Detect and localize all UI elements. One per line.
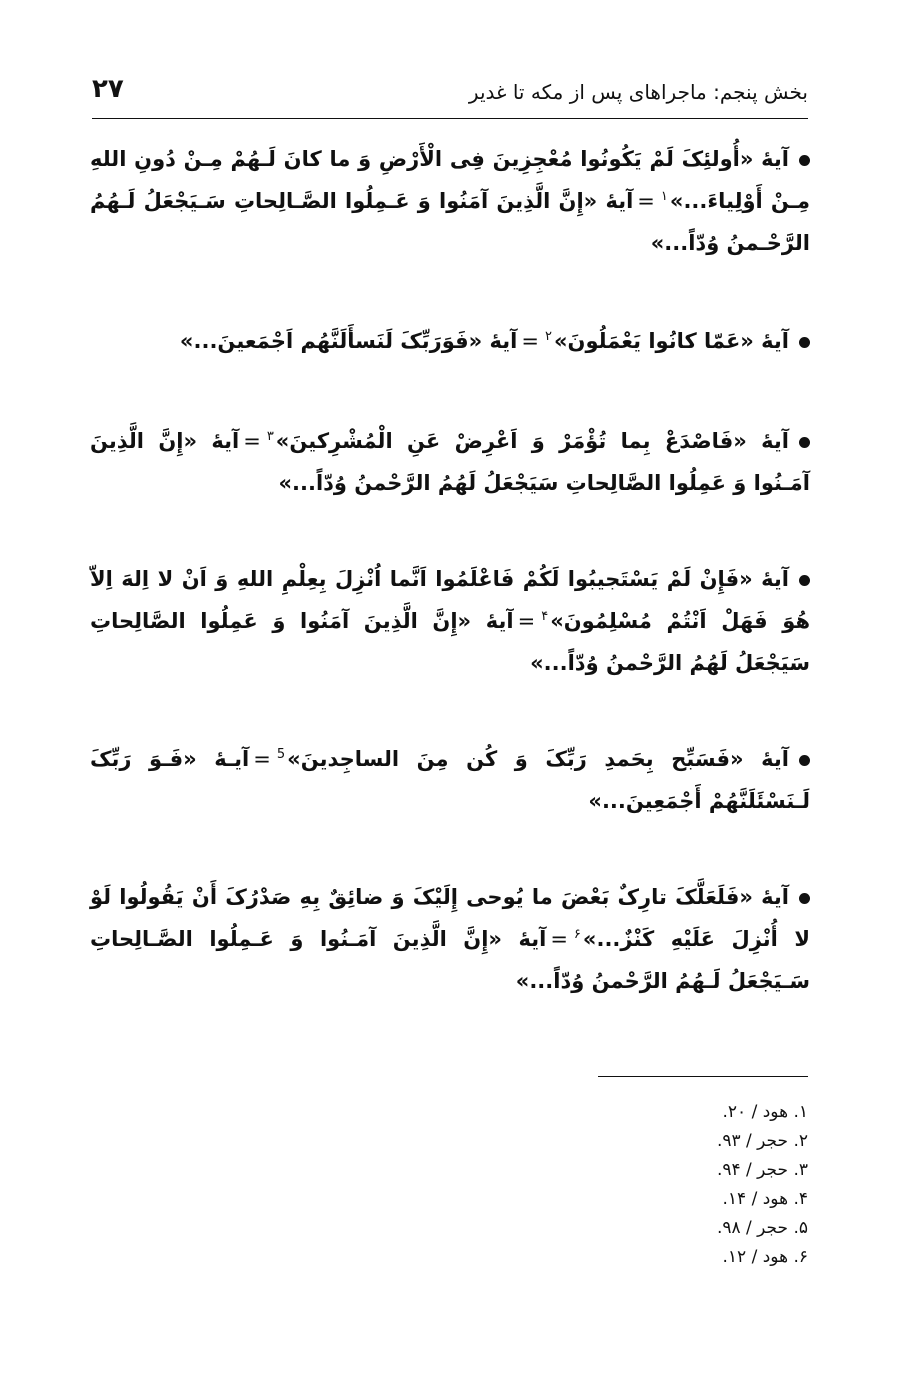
verse-list (90, 138, 810, 1002)
bullet-icon (799, 337, 810, 348)
equals-sign: = (521, 329, 539, 353)
running-head: بخش پنجم: ماجراهای پس از مکه تا غدیر (468, 80, 808, 104)
footnote-ref: ۲ (544, 329, 552, 344)
bullet-icon (799, 155, 810, 166)
verse-text: آیهٔ «فَلَعَلَّکَ تارِکٌ بَعْضَ ما یُوحی إِلَیْکَ وَ ضائِقٌ بِهِ صَدْرُکَ أَنْ یَقُولُوا لَوْ لا أُنْزِلَ عَلَیْهِ کَنْزٌ...» (90, 885, 811, 951)
verse-item (90, 420, 810, 504)
verse-text: آیهٔ «إِنَّ الَّذِینَ آمَنُوا وَ عَمِلُوا الصَّالِحاتِ سَیَجْعَلُ لَهُمُ الرَّحْمنُ وُدّاً...» (90, 609, 810, 675)
footnote-list (508, 1098, 808, 1272)
equals-sign: = (243, 429, 261, 453)
verse-item (90, 138, 810, 264)
verse-text: آیهٔ «فَاصْدَعْ بِما تُؤْمَرْ وَ اَعْرِضْ عَنِ الْمُشْرِکینَ» (275, 429, 789, 453)
verse-text: آیهٔ «إِنَّ الَّذِینَ آمَنُوا وَ عَـمِلُوا الصَّـالِحاتِ سَـیَجْعَلُ لَـهُمُ الرَّحْـمنُ وُدّاً...» (90, 189, 810, 255)
bullet-icon (799, 755, 810, 766)
page-header (92, 70, 808, 119)
footnote-separator (598, 1076, 808, 1077)
equals-sign: = (550, 927, 568, 951)
footnote: ۶. هود / ۱۲. (722, 1247, 808, 1267)
verse-item (90, 876, 810, 1002)
bullet-icon (799, 575, 810, 586)
bullet-icon (799, 893, 810, 904)
footnote-ref: ۱ (660, 189, 668, 204)
verse-text: آیهٔ «إِنَّ الَّذِینَ آمَـنُوا وَ عَـمِلُوا الصَّـالِحاتِ سَـیَجْعَلُ لَـهُمُ الرَّحْمنُ وُدّاً...» (90, 927, 810, 993)
footnote: ۵. حجر / ۹۸. (716, 1218, 808, 1238)
footnote-ref: ۶ (573, 927, 581, 942)
verse-text: آیهٔ «فَوَرَبِّکَ لَنَسأَلَنَّهُم اَجْمَعینَ...» (179, 329, 518, 353)
footnote: ۱. هود / ۲۰. (722, 1102, 808, 1122)
footnote: ۴. هود / ۱۴. (722, 1189, 808, 1209)
verse-item (90, 738, 810, 822)
verse-text: آیهٔ «إِنَّ الَّذِینَ آمَـنُوا وَ عَمِلُوا الصَّالِحاتِ سَیَجْعَلُ لَهُمُ الرَّحْمنُ وُدّاً...» (90, 429, 810, 495)
footnote-ref: ۳ (266, 429, 274, 444)
equals-sign: = (517, 609, 536, 633)
verse-text: آیهٔ «عَمّا کانُوا یَعْمَلُونَ» (553, 329, 789, 353)
equals-sign: = (637, 189, 655, 213)
verse-item (90, 558, 810, 684)
verse-item (90, 320, 810, 362)
verse-text: آیهٔ «أُولئِکَ لَمْ یَکُونُوا مُعْجِزِینَ فِی الْأَرْضِ وَ ما کانَ لَـهُمْ مِـنْ دُونِ اللهِ مِـنْ أَوْلِیاءَ...» (90, 147, 810, 213)
verse-text: آیهٔ «فَإِنْ لَمْ یَسْتَجیبُوا لَکُمْ فَاعْلَمُوا اَنَّما اُنْزِلَ بِعِلْمِ اللهِ وَ اَنْ لا اِلهَ اِلاّ هُوَ فَهَلْ اَنْتُمْ مُسْلِمُونَ» (90, 567, 811, 633)
verse-text: آیهٔ «فَسَبِّح بِحَمدِ رَبِّکَ وَ کُن مِنَ الساجِدینَ» (287, 747, 789, 771)
footnote-ref: 5 (276, 747, 286, 762)
equals-sign: = (253, 747, 271, 771)
verse-text: آیـهٔ «فَـوَ رَبِّکَ لَـنَسْئَلَنَّهُمْ أَجْمَعِینَ...» (90, 747, 810, 813)
footnote-ref: ۴ (541, 609, 549, 624)
bullet-icon (799, 437, 810, 448)
footnote: ۳. حجر / ۹۴. (716, 1160, 808, 1180)
footnote: ۲. حجر / ۹۳. (716, 1131, 808, 1151)
page-number: ۲۷ (92, 74, 124, 104)
